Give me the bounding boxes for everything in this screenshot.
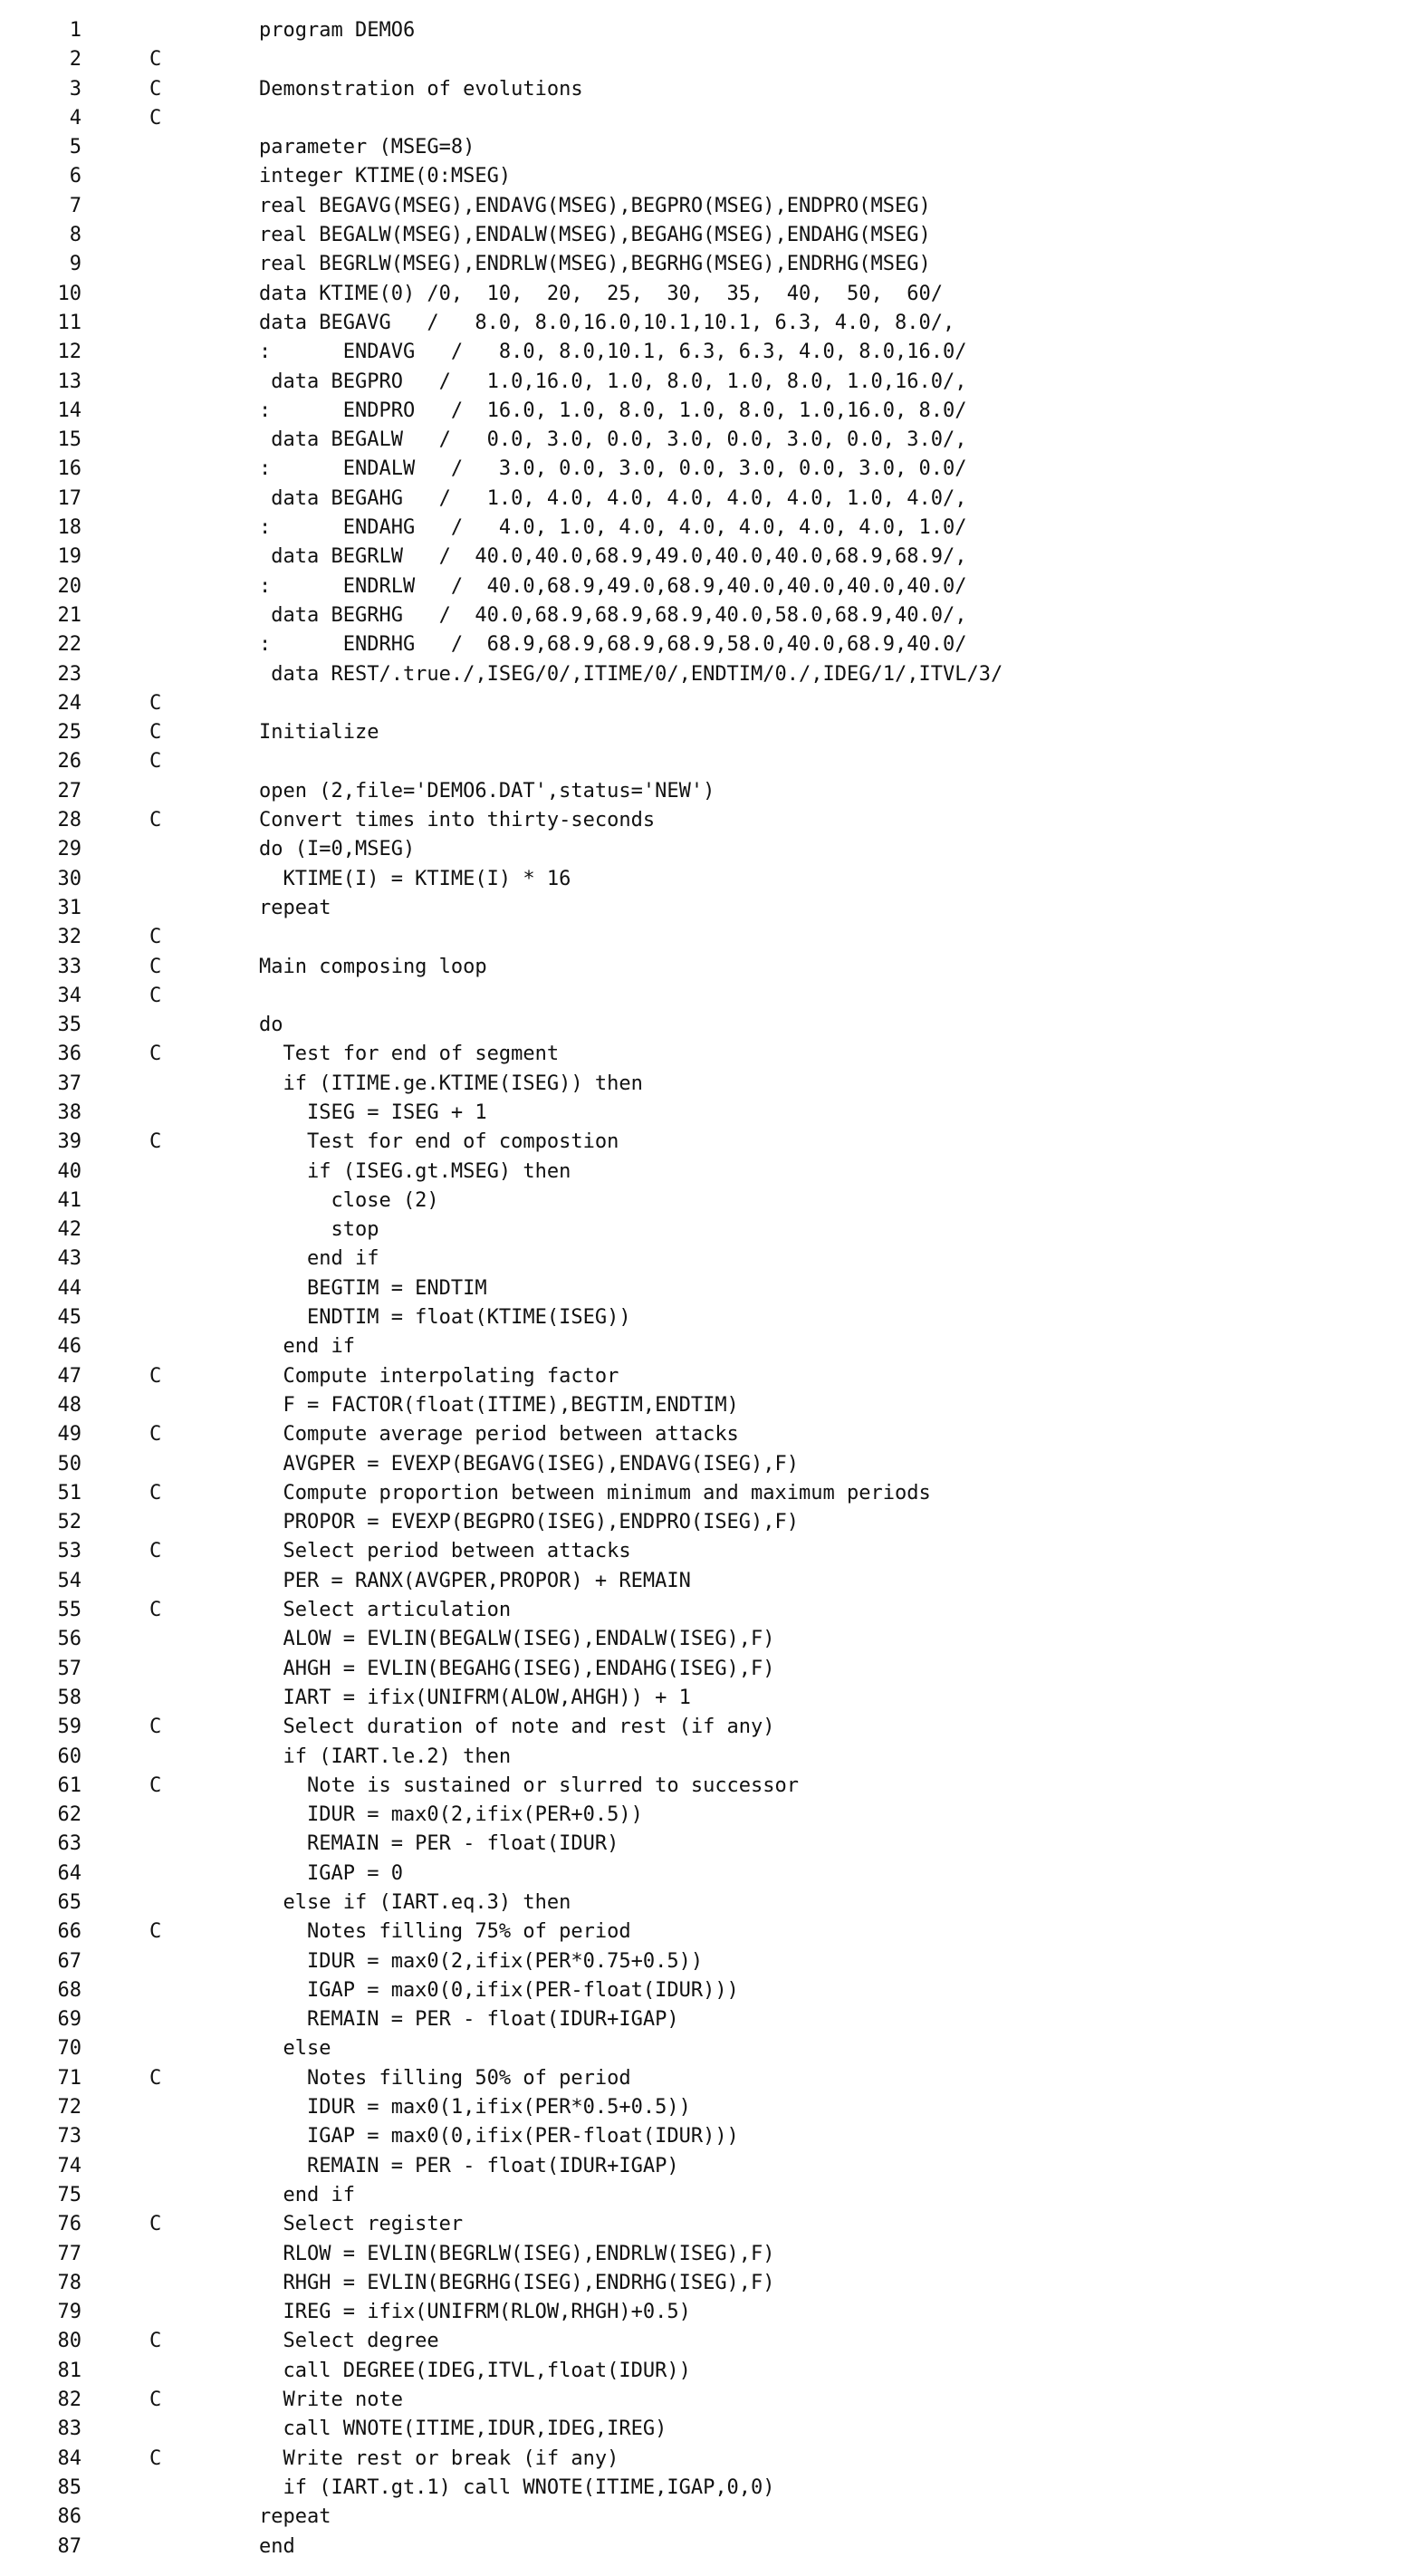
code-line bbox=[0, 1801, 1401, 1830]
line-number: 79 bbox=[57, 2301, 82, 2324]
code-text: Select degree bbox=[259, 2330, 439, 2353]
line-number: 26 bbox=[57, 750, 82, 774]
comment-marker: C bbox=[149, 1920, 162, 1944]
code-line bbox=[0, 1332, 1401, 1361]
line-number: 51 bbox=[57, 1481, 82, 1504]
code-line bbox=[0, 601, 1401, 630]
line-number: 17 bbox=[57, 486, 82, 510]
line-number: 37 bbox=[57, 1072, 82, 1095]
comment-marker: C bbox=[149, 1364, 162, 1388]
code-line bbox=[0, 1743, 1401, 1772]
line-number: 43 bbox=[57, 1247, 82, 1271]
code-line bbox=[0, 1420, 1401, 1449]
code-listing bbox=[0, 16, 1401, 2562]
comment-marker: C bbox=[149, 1423, 162, 1447]
comment-marker: C bbox=[149, 1481, 162, 1504]
line-number: 83 bbox=[57, 2417, 82, 2441]
line-number: 46 bbox=[57, 1335, 82, 1359]
code-text: Demonstration of evolutions bbox=[259, 77, 583, 101]
line-number: 87 bbox=[57, 2534, 82, 2558]
code-line bbox=[0, 1625, 1401, 1654]
code-text: call DEGREE(IDEG,ITVL,float(IDUR)) bbox=[259, 2359, 691, 2382]
code-line bbox=[0, 1772, 1401, 1801]
line-number: 74 bbox=[57, 2154, 82, 2177]
code-text: Test for end of segment bbox=[259, 1043, 560, 1066]
code-line bbox=[0, 2533, 1401, 2562]
code-line bbox=[0, 397, 1401, 426]
line-number: 45 bbox=[57, 1306, 82, 1330]
code-text: close (2) bbox=[259, 1188, 439, 1212]
code-line bbox=[0, 338, 1401, 367]
line-number: 61 bbox=[57, 1773, 82, 1797]
line-number: 77 bbox=[57, 2242, 82, 2265]
line-number: 27 bbox=[57, 779, 82, 803]
line-number: 56 bbox=[57, 1628, 82, 1651]
code-text: ENDTIM = float(KTIME(ISEG)) bbox=[259, 1306, 631, 1330]
line-number: 47 bbox=[57, 1364, 82, 1388]
code-text: RLOW = EVLIN(BEGRLW(ISEG),ENDRLW(ISEG),F) bbox=[259, 2242, 775, 2265]
code-text: IREG = ifix(UNIFRM(RLOW,RHGH)+0.5) bbox=[259, 2301, 691, 2324]
code-text: IDUR = max0(2,ifix(PER+0.5)) bbox=[259, 1803, 643, 1827]
code-text: Convert times into thirty-seconds bbox=[259, 809, 656, 832]
comment-marker: C bbox=[149, 984, 162, 1007]
code-line bbox=[0, 2064, 1401, 2093]
code-text: integer KTIME(0:MSEG) bbox=[259, 165, 512, 188]
line-number: 35 bbox=[57, 1014, 82, 1037]
code-line bbox=[0, 1596, 1401, 1625]
code-text: repeat bbox=[259, 896, 331, 919]
code-text: real BEGRLW(MSEG),ENDRLW(MSEG),BEGRHG(MSEG),ENDRHG(MSEG) bbox=[259, 253, 931, 276]
code-line bbox=[0, 806, 1401, 835]
line-number: 11 bbox=[57, 311, 82, 334]
line-number: 42 bbox=[57, 1218, 82, 1242]
comment-marker: C bbox=[149, 1043, 162, 1066]
line-number: 67 bbox=[57, 1949, 82, 1973]
code-line bbox=[0, 2445, 1401, 2474]
line-number: 14 bbox=[57, 399, 82, 422]
comment-marker: C bbox=[149, 955, 162, 978]
line-number: 7 bbox=[69, 194, 82, 217]
code-text: stop bbox=[259, 1218, 379, 1242]
line-number: 29 bbox=[57, 838, 82, 861]
code-line bbox=[0, 2240, 1401, 2269]
code-text: Test for end of compostion bbox=[259, 1130, 619, 1154]
code-line bbox=[0, 2415, 1401, 2444]
code-line bbox=[0, 133, 1401, 162]
code-line bbox=[0, 1040, 1401, 1069]
code-text: open (2,file='DEMO6.DAT',status='NEW') bbox=[259, 779, 715, 803]
code-line bbox=[0, 1011, 1401, 1040]
line-number: 10 bbox=[57, 282, 82, 305]
line-number: 19 bbox=[57, 545, 82, 569]
code-text: Notes filling 50% of period bbox=[259, 2066, 631, 2090]
code-text: Compute proportion between minimum and maximum periods bbox=[259, 1481, 931, 1504]
code-line bbox=[0, 16, 1401, 45]
line-number: 6 bbox=[69, 165, 82, 188]
line-number: 2 bbox=[69, 48, 82, 72]
code-text: do bbox=[259, 1014, 283, 1037]
code-text: IGAP = max0(0,ifix(PER-float(IDUR))) bbox=[259, 1978, 739, 2002]
code-line bbox=[0, 514, 1401, 543]
code-text: Notes filling 75% of period bbox=[259, 1920, 631, 1944]
code-text: PER = RANX(AVGPER,PROPOR) + REMAIN bbox=[259, 1569, 691, 1592]
line-number: 68 bbox=[57, 1978, 82, 2002]
code-text: Note is sustained or slurred to successor bbox=[259, 1773, 800, 1797]
comment-marker: C bbox=[149, 2330, 162, 2353]
line-number: 30 bbox=[57, 867, 82, 890]
code-line bbox=[0, 1158, 1401, 1187]
code-line bbox=[0, 1479, 1401, 1508]
code-line bbox=[0, 309, 1401, 338]
code-text: ISEG = ISEG + 1 bbox=[259, 1101, 487, 1124]
code-text: if (IART.le.2) then bbox=[259, 1745, 512, 1768]
line-number: 59 bbox=[57, 1716, 82, 1739]
comment-marker: C bbox=[149, 809, 162, 832]
comment-marker: C bbox=[149, 721, 162, 745]
code-text: AVGPER = EVEXP(BEGAVG(ISEG),ENDAVG(ISEG),F) bbox=[259, 1452, 800, 1475]
code-text: Initialize bbox=[259, 721, 379, 745]
code-text: Select register bbox=[259, 2213, 464, 2236]
code-text: Select duration of note and rest (if any) bbox=[259, 1716, 775, 1739]
line-number: 32 bbox=[57, 926, 82, 949]
line-number: 16 bbox=[57, 457, 82, 481]
code-text: if (ISEG.gt.MSEG) then bbox=[259, 1159, 571, 1183]
code-text: data KTIME(0) /0, 10, 20, 25, 30, 35, 40, 50, 60/ bbox=[259, 282, 943, 305]
line-number: 53 bbox=[57, 1540, 82, 1563]
code-text: Select period between attacks bbox=[259, 1540, 631, 1563]
line-number: 52 bbox=[57, 1511, 82, 1534]
code-line bbox=[0, 572, 1401, 601]
comment-marker: C bbox=[149, 1540, 162, 1563]
line-number: 84 bbox=[57, 2446, 82, 2470]
code-line bbox=[0, 660, 1401, 689]
code-text: program DEMO6 bbox=[259, 19, 416, 42]
code-line bbox=[0, 1918, 1401, 1946]
line-number: 18 bbox=[57, 516, 82, 540]
code-text: data BEGAHG / 1.0, 4.0, 4.0, 4.0, 4.0, 4.0, 1.0, 4.0/, bbox=[259, 486, 967, 510]
comment-marker: C bbox=[149, 106, 162, 130]
comment-marker: C bbox=[149, 1599, 162, 1622]
code-text: IART = ifix(UNIFRM(ALOW,AHGH)) + 1 bbox=[259, 1686, 691, 1709]
line-number: 36 bbox=[57, 1043, 82, 1066]
line-number: 5 bbox=[69, 136, 82, 159]
line-number: 1 bbox=[69, 19, 82, 42]
code-text: end if bbox=[259, 1247, 379, 1271]
code-line bbox=[0, 2210, 1401, 2239]
line-number: 63 bbox=[57, 1832, 82, 1856]
code-text: RHGH = EVLIN(BEGRHG(ISEG),ENDRHG(ISEG),F) bbox=[259, 2271, 775, 2294]
code-line bbox=[0, 485, 1401, 514]
line-number: 82 bbox=[57, 2389, 82, 2412]
line-number: 50 bbox=[57, 1452, 82, 1475]
code-line bbox=[0, 1947, 1401, 1976]
code-text: ALOW = EVLIN(BEGALW(ISEG),ENDALW(ISEG),F) bbox=[259, 1628, 775, 1651]
code-text: real BEGALW(MSEG),ENDALW(MSEG),BEGAHG(MSEG),ENDAHG(MSEG) bbox=[259, 224, 931, 247]
code-line bbox=[0, 2386, 1401, 2415]
code-text: if (ITIME.ge.KTIME(ISEG)) then bbox=[259, 1072, 643, 1095]
code-line bbox=[0, 75, 1401, 104]
line-number: 80 bbox=[57, 2330, 82, 2353]
code-line bbox=[0, 1245, 1401, 1274]
line-number: 15 bbox=[57, 428, 82, 452]
code-text: IGAP = max0(0,ifix(PER-float(IDUR))) bbox=[259, 2125, 739, 2148]
code-text: : ENDRHG / 68.9,68.9,68.9,68.9,58.0,40.0,68.9,40.0/ bbox=[259, 633, 967, 657]
line-number: 4 bbox=[69, 106, 82, 130]
code-text: IGAP = 0 bbox=[259, 1861, 403, 1885]
code-text: data BEGRHG / 40.0,68.9,68.9,68.9,40.0,58.0,68.9,40.0/, bbox=[259, 603, 967, 627]
code-line bbox=[0, 2093, 1401, 2122]
code-text: IDUR = max0(1,ifix(PER*0.5+0.5)) bbox=[259, 2096, 691, 2119]
code-line bbox=[0, 162, 1401, 191]
code-line bbox=[0, 1713, 1401, 1742]
comment-marker: C bbox=[149, 691, 162, 715]
code-line bbox=[0, 630, 1401, 659]
code-line bbox=[0, 982, 1401, 1011]
code-line bbox=[0, 1303, 1401, 1332]
code-line bbox=[0, 1187, 1401, 1216]
line-number: 24 bbox=[57, 691, 82, 715]
line-number: 44 bbox=[57, 1276, 82, 1300]
comment-marker: C bbox=[149, 2446, 162, 2470]
code-line bbox=[0, 250, 1401, 279]
code-text: end if bbox=[259, 1335, 355, 1359]
line-number: 13 bbox=[57, 370, 82, 393]
code-text: PROPOR = EVEXP(BEGPRO(ISEG),ENDPRO(ISEG),F) bbox=[259, 1511, 800, 1534]
code-text: Compute interpolating factor bbox=[259, 1364, 619, 1388]
code-text: Write note bbox=[259, 2389, 403, 2412]
comment-marker: C bbox=[149, 926, 162, 949]
code-text: data BEGRLW / 40.0,40.0,68.9,49.0,40.0,40.0,68.9,68.9/, bbox=[259, 545, 967, 569]
line-number: 38 bbox=[57, 1101, 82, 1124]
code-line bbox=[0, 777, 1401, 806]
code-text: data BEGPRO / 1.0,16.0, 1.0, 8.0, 1.0, 8.0, 1.0,16.0/, bbox=[259, 370, 967, 393]
code-line bbox=[0, 747, 1401, 776]
code-line bbox=[0, 1860, 1401, 1889]
line-number: 57 bbox=[57, 1657, 82, 1680]
code-text: real BEGAVG(MSEG),ENDAVG(MSEG),BEGPRO(MSEG),ENDPRO(MSEG) bbox=[259, 194, 931, 217]
code-line bbox=[0, 1537, 1401, 1566]
code-text: : ENDAHG / 4.0, 1.0, 4.0, 4.0, 4.0, 4.0, 4.0, 1.0/ bbox=[259, 516, 967, 540]
code-text: AHGH = EVLIN(BEGAHG(ISEG),ENDAHG(ISEG),F) bbox=[259, 1657, 775, 1680]
line-number: 76 bbox=[57, 2213, 82, 2236]
line-number: 64 bbox=[57, 1861, 82, 1885]
line-number: 58 bbox=[57, 1686, 82, 1709]
line-number: 65 bbox=[57, 1891, 82, 1914]
line-number: 28 bbox=[57, 809, 82, 832]
code-text: repeat bbox=[259, 2505, 331, 2529]
code-line bbox=[0, 1684, 1401, 1713]
code-line bbox=[0, 1508, 1401, 1537]
code-line bbox=[0, 1889, 1401, 1918]
code-line bbox=[0, 543, 1401, 572]
code-line bbox=[0, 2503, 1401, 2532]
code-line bbox=[0, 835, 1401, 864]
code-text: REMAIN = PER - float(IDUR+IGAP) bbox=[259, 2008, 679, 2032]
line-number: 55 bbox=[57, 1599, 82, 1622]
code-text: : ENDALW / 3.0, 0.0, 3.0, 0.0, 3.0, 0.0, 3.0, 0.0/ bbox=[259, 457, 967, 481]
code-line bbox=[0, 1450, 1401, 1479]
code-line bbox=[0, 2474, 1401, 2503]
code-line bbox=[0, 894, 1401, 923]
code-text: : ENDAVG / 8.0, 8.0,10.1, 6.3, 6.3, 4.0, 8.0,16.0/ bbox=[259, 341, 967, 364]
code-text: call WNOTE(ITIME,IDUR,IDEG,IREG) bbox=[259, 2417, 667, 2441]
code-line bbox=[0, 1830, 1401, 1859]
code-line bbox=[0, 2152, 1401, 2181]
code-line bbox=[0, 280, 1401, 309]
code-text: parameter (MSEG=8) bbox=[259, 136, 475, 159]
code-line bbox=[0, 953, 1401, 982]
code-text: do (I=0,MSEG) bbox=[259, 838, 416, 861]
code-text: data REST/.true./,ISEG/0/,ITIME/0/,ENDTIM/0./,IDEG/1/,ITVL/3/ bbox=[259, 662, 1003, 686]
comment-marker: C bbox=[149, 2389, 162, 2412]
code-line bbox=[0, 1391, 1401, 1420]
code-line bbox=[0, 2122, 1401, 2151]
code-line bbox=[0, 2357, 1401, 2386]
code-line bbox=[0, 1099, 1401, 1128]
code-line bbox=[0, 1567, 1401, 1596]
code-text: BEGTIM = ENDTIM bbox=[259, 1276, 487, 1300]
line-number: 81 bbox=[57, 2359, 82, 2382]
code-line bbox=[0, 923, 1401, 952]
code-text: KTIME(I) = KTIME(I) * 16 bbox=[259, 867, 571, 890]
code-line bbox=[0, 45, 1401, 74]
code-line bbox=[0, 104, 1401, 133]
comment-marker: C bbox=[149, 77, 162, 101]
code-text: Main composing loop bbox=[259, 955, 487, 978]
code-text: Write rest or break (if any) bbox=[259, 2446, 619, 2470]
code-line bbox=[0, 1128, 1401, 1157]
line-number: 8 bbox=[69, 224, 82, 247]
line-number: 21 bbox=[57, 603, 82, 627]
code-line bbox=[0, 2181, 1401, 2210]
code-line bbox=[0, 426, 1401, 455]
line-number: 86 bbox=[57, 2505, 82, 2529]
line-number: 54 bbox=[57, 1569, 82, 1592]
comment-marker: C bbox=[149, 750, 162, 774]
code-line bbox=[0, 455, 1401, 484]
line-number: 70 bbox=[57, 2037, 82, 2061]
line-number: 85 bbox=[57, 2475, 82, 2499]
code-text: else bbox=[259, 2037, 331, 2061]
comment-marker: C bbox=[149, 2213, 162, 2236]
comment-marker: C bbox=[149, 1773, 162, 1797]
line-number: 40 bbox=[57, 1159, 82, 1183]
code-text: : ENDRLW / 40.0,68.9,49.0,68.9,40.0,40.0,40.0,40.0/ bbox=[259, 574, 967, 598]
line-number: 73 bbox=[57, 2125, 82, 2148]
code-line bbox=[0, 2005, 1401, 2034]
code-line bbox=[0, 1655, 1401, 1684]
code-line bbox=[0, 192, 1401, 221]
comment-marker: C bbox=[149, 1716, 162, 1739]
line-number: 69 bbox=[57, 2008, 82, 2032]
line-number: 78 bbox=[57, 2271, 82, 2294]
code-text: F = FACTOR(float(ITIME),BEGTIM,ENDTIM) bbox=[259, 1393, 739, 1417]
line-number: 62 bbox=[57, 1803, 82, 1827]
line-number: 72 bbox=[57, 2096, 82, 2119]
code-line bbox=[0, 2298, 1401, 2327]
line-number: 41 bbox=[57, 1188, 82, 1212]
code-line bbox=[0, 1274, 1401, 1303]
code-line bbox=[0, 2034, 1401, 2063]
code-text: if (IART.gt.1) call WNOTE(ITIME,IGAP,0,0) bbox=[259, 2475, 775, 2499]
code-line bbox=[0, 221, 1401, 250]
line-number: 3 bbox=[69, 77, 82, 101]
code-line bbox=[0, 718, 1401, 747]
line-number: 23 bbox=[57, 662, 82, 686]
line-number: 66 bbox=[57, 1920, 82, 1944]
code-text: Select articulation bbox=[259, 1599, 512, 1622]
code-text: : ENDPRO / 16.0, 1.0, 8.0, 1.0, 8.0, 1.0,16.0, 8.0/ bbox=[259, 399, 967, 422]
code-text: REMAIN = PER - float(IDUR+IGAP) bbox=[259, 2154, 679, 2177]
code-line bbox=[0, 865, 1401, 894]
code-line bbox=[0, 2327, 1401, 2356]
code-line bbox=[0, 1070, 1401, 1099]
code-text: data BEGALW / 0.0, 3.0, 0.0, 3.0, 0.0, 3.0, 0.0, 3.0/, bbox=[259, 428, 967, 452]
line-number: 22 bbox=[57, 633, 82, 657]
line-number: 12 bbox=[57, 341, 82, 364]
code-line bbox=[0, 368, 1401, 397]
code-line bbox=[0, 1362, 1401, 1391]
line-number: 60 bbox=[57, 1745, 82, 1768]
line-number: 48 bbox=[57, 1393, 82, 1417]
code-text: else if (IART.eq.3) then bbox=[259, 1891, 571, 1914]
line-number: 71 bbox=[57, 2066, 82, 2090]
line-number: 31 bbox=[57, 896, 82, 919]
code-text: IDUR = max0(2,ifix(PER*0.75+0.5)) bbox=[259, 1949, 704, 1973]
line-number: 20 bbox=[57, 574, 82, 598]
line-number: 25 bbox=[57, 721, 82, 745]
code-text: end bbox=[259, 2534, 295, 2558]
line-number: 34 bbox=[57, 984, 82, 1007]
line-number: 75 bbox=[57, 2183, 82, 2206]
code-line bbox=[0, 1976, 1401, 2005]
code-line bbox=[0, 1216, 1401, 1245]
code-text: end if bbox=[259, 2183, 355, 2206]
line-number: 9 bbox=[69, 253, 82, 276]
code-line bbox=[0, 689, 1401, 718]
code-line bbox=[0, 2269, 1401, 2298]
comment-marker: C bbox=[149, 48, 162, 72]
comment-marker: C bbox=[149, 1130, 162, 1154]
code-text: REMAIN = PER - float(IDUR) bbox=[259, 1832, 619, 1856]
code-text: data BEGAVG / 8.0, 8.0,16.0,10.1,10.1, 6.3, 4.0, 8.0/, bbox=[259, 311, 955, 334]
line-number: 39 bbox=[57, 1130, 82, 1154]
comment-marker: C bbox=[149, 2066, 162, 2090]
line-number: 49 bbox=[57, 1423, 82, 1447]
line-number: 33 bbox=[57, 955, 82, 978]
code-text: Compute average period between attacks bbox=[259, 1423, 739, 1447]
